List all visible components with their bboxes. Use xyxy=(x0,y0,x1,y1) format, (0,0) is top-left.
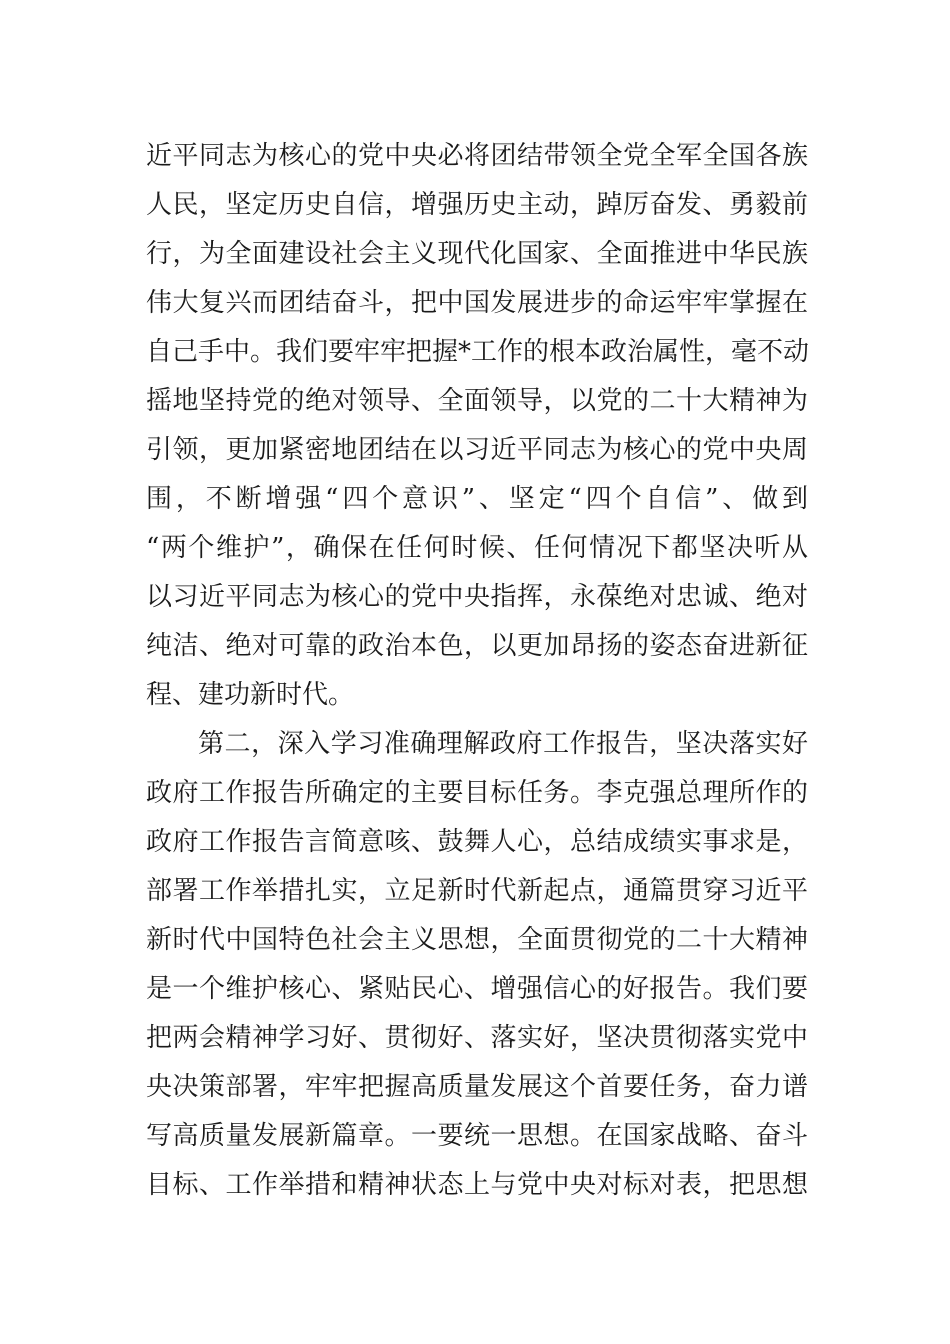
text-line: 伟大复兴而团结奋斗，把中国发展进步的命运牢牢掌握在 xyxy=(146,288,808,318)
text-line: 行，为全面建设社会主义现代化国家、全面推进中华民族 xyxy=(146,239,808,269)
text-line: 目标、工作举措和精神状态上与党中央对标对表，把思想 xyxy=(146,1170,808,1200)
text-line: 部署工作举措扎实，立足新时代新起点，通篇贯穿习近平 xyxy=(146,876,808,906)
text-line: 引领，更加紧密地团结在以习近平同志为核心的党中央周 xyxy=(146,435,808,465)
text-line: 把两会精神学习好、贯彻好、落实好，坚决贯彻落实党中 xyxy=(146,1023,808,1053)
text-line: 政府工作报告言简意咳、鼓舞人心，总结成绩实事求是， xyxy=(146,827,808,857)
text-line: 政府工作报告所确定的主要目标任务。李克强总理所作的 xyxy=(146,778,808,808)
text-line: 围，不断增强“四个意识”、坚定“四个自信”、做到 xyxy=(146,484,808,514)
paragraph-start-line: 第二，深入学习准确理解政府工作报告，坚决落实好 xyxy=(198,729,808,759)
text-line: 新时代中国特色社会主义思想，全面贯彻党的二十大精神 xyxy=(146,925,808,955)
text-line: 以习近平同志为核心的党中央指挥，永葆绝对忠诚、绝对 xyxy=(146,582,808,612)
text-line: 纯洁、绝对可靠的政治本色，以更加昂扬的姿态奋进新征 xyxy=(146,631,808,661)
text-line: 是一个维护核心、紧贴民心、增强信心的好报告。我们要 xyxy=(146,974,808,1004)
body-text xyxy=(146,132,808,1210)
text-line: 摇地坚持党的绝对领导、全面领导，以党的二十大精神为 xyxy=(146,386,808,416)
paragraph-end-line: 程、建功新时代。 xyxy=(146,680,355,710)
text-line: 央决策部署，牢牢把握高质量发展这个首要任务，奋力谱 xyxy=(146,1072,808,1102)
text-line: 近平同志为核心的党中央必将团结带领全党全军全国各族 xyxy=(146,141,808,171)
text-line: 自己手中。我们要牢牢把握*工作的根本政治属性，毫不动 xyxy=(146,337,810,367)
text-line: 写高质量发展新篇章。一要统一思想。在国家战略、奋斗 xyxy=(146,1121,808,1151)
text-line: “两个维护”，确保在任何时候、任何情况下都坚决听从 xyxy=(146,533,808,563)
text-line: 人民，坚定历史自信，增强历史主动，踔厉奋发、勇毅前 xyxy=(146,190,808,220)
